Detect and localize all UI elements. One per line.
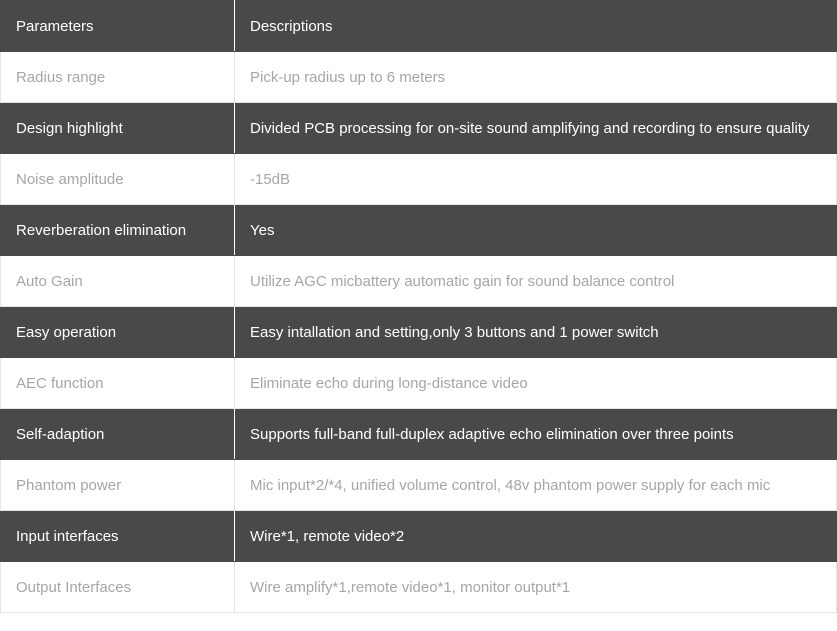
table-row — [1, 409, 837, 460]
param-cell: Output Interfaces — [1, 562, 235, 613]
header-parameters: Parameters — [1, 1, 235, 52]
param-cell: Reverberation elimination — [1, 205, 235, 256]
param-cell: Input interfaces — [1, 511, 235, 562]
header-descriptions: Descriptions — [235, 1, 837, 52]
table-header-row — [1, 1, 837, 52]
table-row — [1, 307, 837, 358]
table-row — [1, 154, 837, 205]
desc-cell: Wire amplify*1,remote video*1, monitor output*1 — [235, 562, 837, 613]
desc-cell: Eliminate echo during long-distance video — [235, 358, 837, 409]
param-cell: Radius range — [1, 52, 235, 103]
desc-cell: Utilize AGC micbattery automatic gain for sound balance control — [235, 256, 837, 307]
param-cell: Noise amplitude — [1, 154, 235, 205]
param-cell: Self-adaption — [1, 409, 235, 460]
table-row — [1, 205, 837, 256]
table-row — [1, 511, 837, 562]
desc-cell: Yes — [235, 205, 837, 256]
param-cell: Easy operation — [1, 307, 235, 358]
param-cell: Auto Gain — [1, 256, 235, 307]
param-cell: Phantom power — [1, 460, 235, 511]
desc-cell: Pick-up radius up to 6 meters — [235, 52, 837, 103]
table-row — [1, 460, 837, 511]
desc-cell: Mic input*2/*4, unified volume control, 48v phantom power supply for each mic — [235, 460, 837, 511]
param-cell: Design highlight — [1, 103, 235, 154]
desc-cell: Easy intallation and setting,only 3 buttons and 1 power switch — [235, 307, 837, 358]
table-row — [1, 256, 837, 307]
table-row — [1, 103, 837, 154]
param-cell: AEC function — [1, 358, 235, 409]
table-row — [1, 358, 837, 409]
desc-cell: -15dB — [235, 154, 837, 205]
table-row — [1, 562, 837, 613]
table-row — [1, 52, 837, 103]
desc-cell: Supports full-band full-duplex adaptive echo elimination over three points — [235, 409, 837, 460]
desc-cell: Divided PCB processing for on-site sound amplifying and recording to ensure quality — [235, 103, 837, 154]
desc-cell: Wire*1, remote video*2 — [235, 511, 837, 562]
